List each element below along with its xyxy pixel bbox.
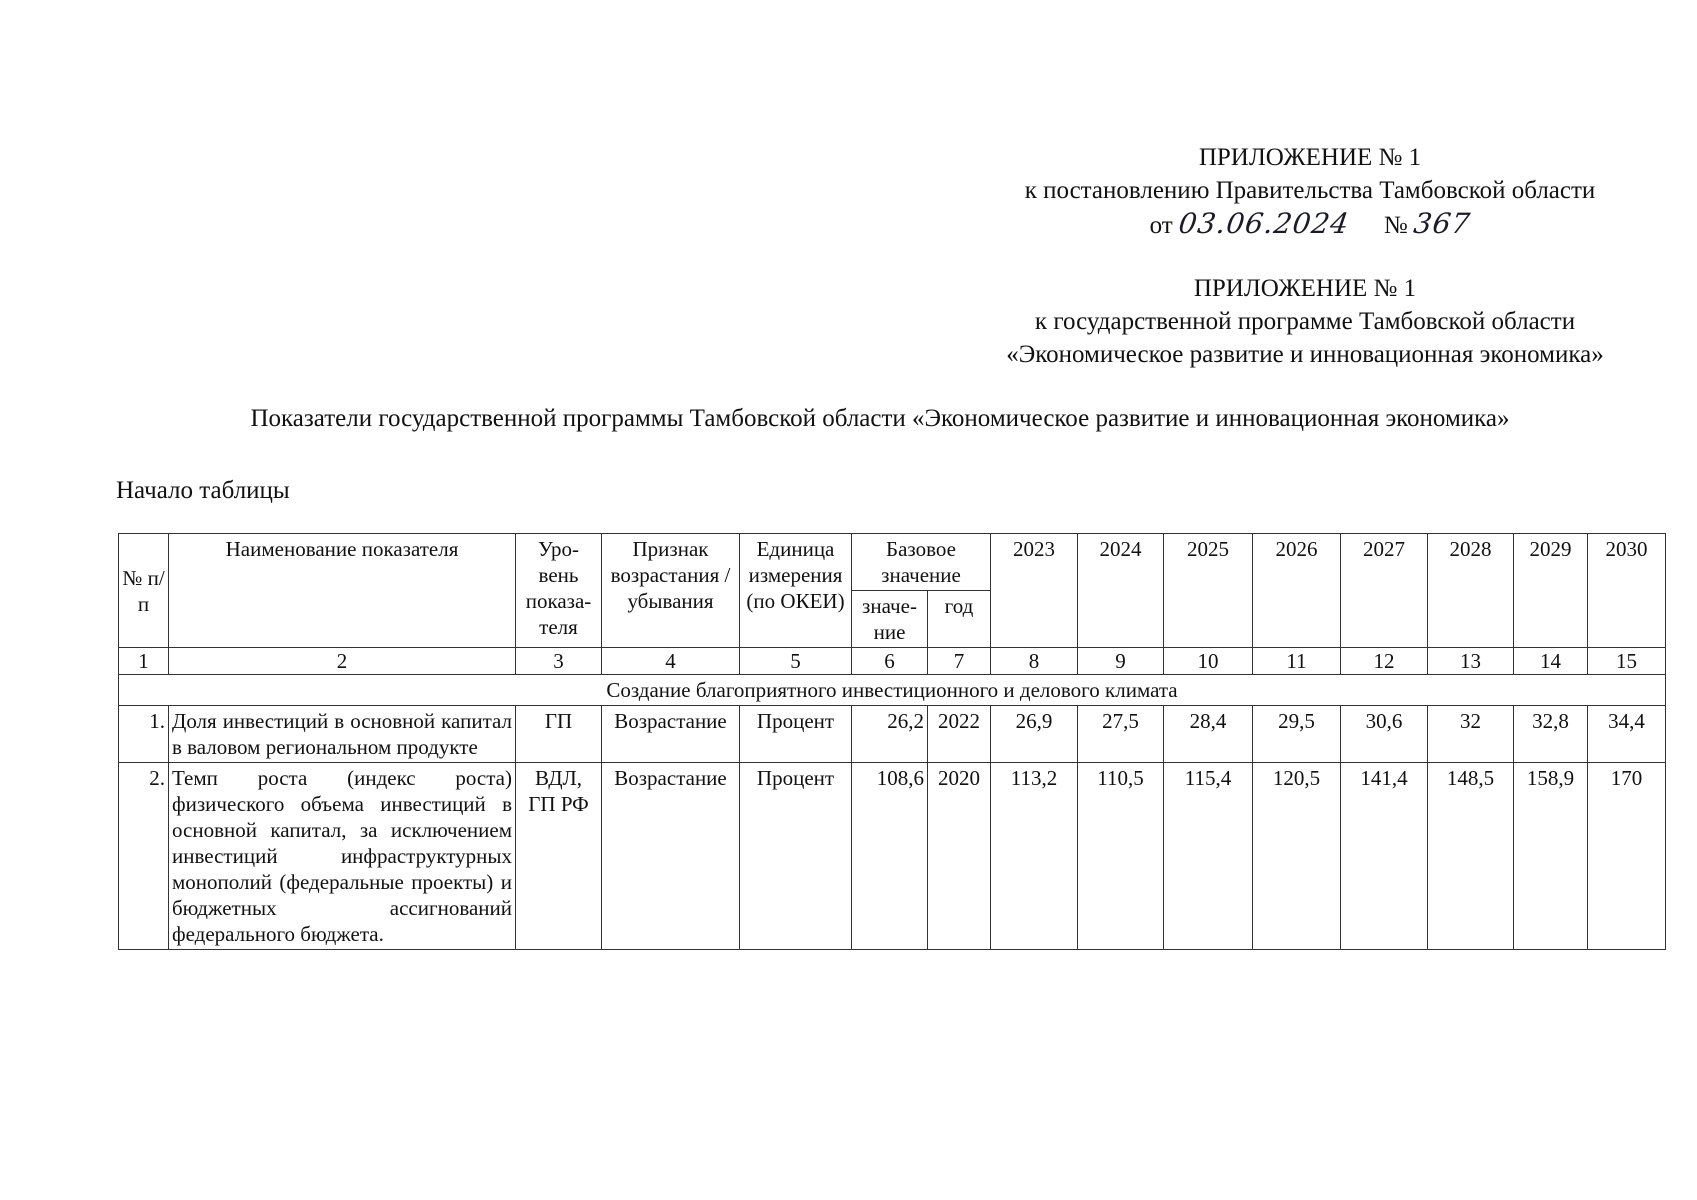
col-header-base: Базовое значение <box>852 534 991 591</box>
column-number: 4 <box>602 648 740 675</box>
column-number: 11 <box>1253 648 1341 675</box>
row-value: 32 <box>1428 706 1514 763</box>
row-value: 32,8 <box>1514 706 1588 763</box>
col-header-trend: Признак возрастания / убывания <box>602 534 740 648</box>
col-header-name: Наименование показателя <box>169 534 516 648</box>
row-base-year: 2020 <box>928 763 991 950</box>
row-value: 26,9 <box>991 706 1078 763</box>
row-value: 27,5 <box>1078 706 1164 763</box>
row-level: ГП <box>516 706 602 763</box>
row-value: 170 <box>1588 763 1666 950</box>
row-value: 141,4 <box>1341 763 1428 950</box>
column-numbers-row <box>119 648 1666 675</box>
row-value: 34,4 <box>1588 706 1666 763</box>
appendix-title: ПРИЛОЖЕНИЕ № 1 <box>1193 275 1417 302</box>
col-header-year: 2023 <box>991 534 1078 648</box>
col-header-unit: Единица измерения (по ОКЕИ) <box>740 534 852 648</box>
col-header-base-year: год <box>928 591 991 648</box>
row-value: 148,5 <box>1428 763 1514 950</box>
appendix-reference: к государственной программе Тамбовской области <box>1034 308 1576 335</box>
from-label: от <box>1149 212 1173 239</box>
appendix-program-block <box>940 272 1670 371</box>
column-number: 13 <box>1428 648 1514 675</box>
column-number: 6 <box>852 648 928 675</box>
row-trend: Возрастание <box>602 763 740 950</box>
col-header-num: № п/п <box>119 534 169 648</box>
col-header-year: 2028 <box>1428 534 1514 648</box>
appendix-reference: к постановлению Правительства Тамбовской области <box>1024 177 1596 204</box>
indicators-table <box>118 533 1666 950</box>
col-header-year: 2026 <box>1253 534 1341 648</box>
row-value: 28,4 <box>1164 706 1253 763</box>
column-number: 12 <box>1341 648 1428 675</box>
handwritten-number: 367 <box>1411 207 1473 240</box>
column-number: 3 <box>516 648 602 675</box>
column-number: 10 <box>1164 648 1253 675</box>
row-num: 2. <box>119 763 169 950</box>
section-row <box>119 675 1666 706</box>
column-number: 9 <box>1078 648 1164 675</box>
row-value: 158,9 <box>1514 763 1588 950</box>
handwritten-date: 03.06.2024 <box>1176 207 1352 240</box>
column-number: 5 <box>740 648 852 675</box>
col-header-year: 2025 <box>1164 534 1253 648</box>
col-header-year: 2024 <box>1078 534 1164 648</box>
column-number: 7 <box>928 648 991 675</box>
section-title: Создание благоприятного инвестиционного и делового климата <box>119 675 1666 706</box>
row-base-value: 26,2 <box>852 706 928 763</box>
column-number: 15 <box>1588 648 1666 675</box>
column-number: 14 <box>1514 648 1588 675</box>
col-header-level: Уро-вень показа-теля <box>516 534 602 648</box>
appendix-resolution-block <box>970 141 1650 242</box>
row-num: 1. <box>119 706 169 763</box>
col-header-year: 2030 <box>1588 534 1666 648</box>
row-value: 113,2 <box>991 763 1078 950</box>
col-header-base-value: значе-ние <box>852 591 928 648</box>
row-base-value: 108,6 <box>852 763 928 950</box>
column-number: 1 <box>119 648 169 675</box>
row-value: 110,5 <box>1078 763 1164 950</box>
row-value: 29,5 <box>1253 706 1341 763</box>
appendix-date-line <box>970 207 1650 242</box>
number-label: № <box>1383 212 1408 239</box>
appendix-title: ПРИЛОЖЕНИЕ № 1 <box>1198 144 1422 171</box>
row-trend: Возрастание <box>602 706 740 763</box>
col-header-year: 2027 <box>1341 534 1428 648</box>
header-row <box>119 534 1666 591</box>
col-header-year: 2029 <box>1514 534 1588 648</box>
table-row <box>119 763 1666 950</box>
row-unit: Процент <box>740 706 852 763</box>
row-unit: Процент <box>740 763 852 950</box>
row-indicator-name: Темп роста (индекс роста) физического объема инвестиций в основной капитал, за исключением инвестиций инфраструктурных монополий (федеральные проекты) и бюджетных ассигнований федерального бюджета. <box>169 763 516 950</box>
table-row <box>119 706 1666 763</box>
row-value: 30,6 <box>1341 706 1428 763</box>
row-value: 120,5 <box>1253 763 1341 950</box>
row-base-year: 2022 <box>928 706 991 763</box>
document-title: Показатели государственной программы Тамбовской области «Экономическое развитие и инновационная экономика» <box>250 405 1510 432</box>
row-indicator-name: Доля инвестиций в основной капитал в валовом региональном продукте <box>169 706 516 763</box>
column-number: 8 <box>991 648 1078 675</box>
table-start-label: Начало таблицы <box>116 477 290 504</box>
row-level: ВДЛ, ГП РФ <box>516 763 602 950</box>
column-number: 2 <box>169 648 516 675</box>
program-name: «Экономическое развитие и инновационная экономика» <box>1006 341 1604 368</box>
row-value: 115,4 <box>1164 763 1253 950</box>
